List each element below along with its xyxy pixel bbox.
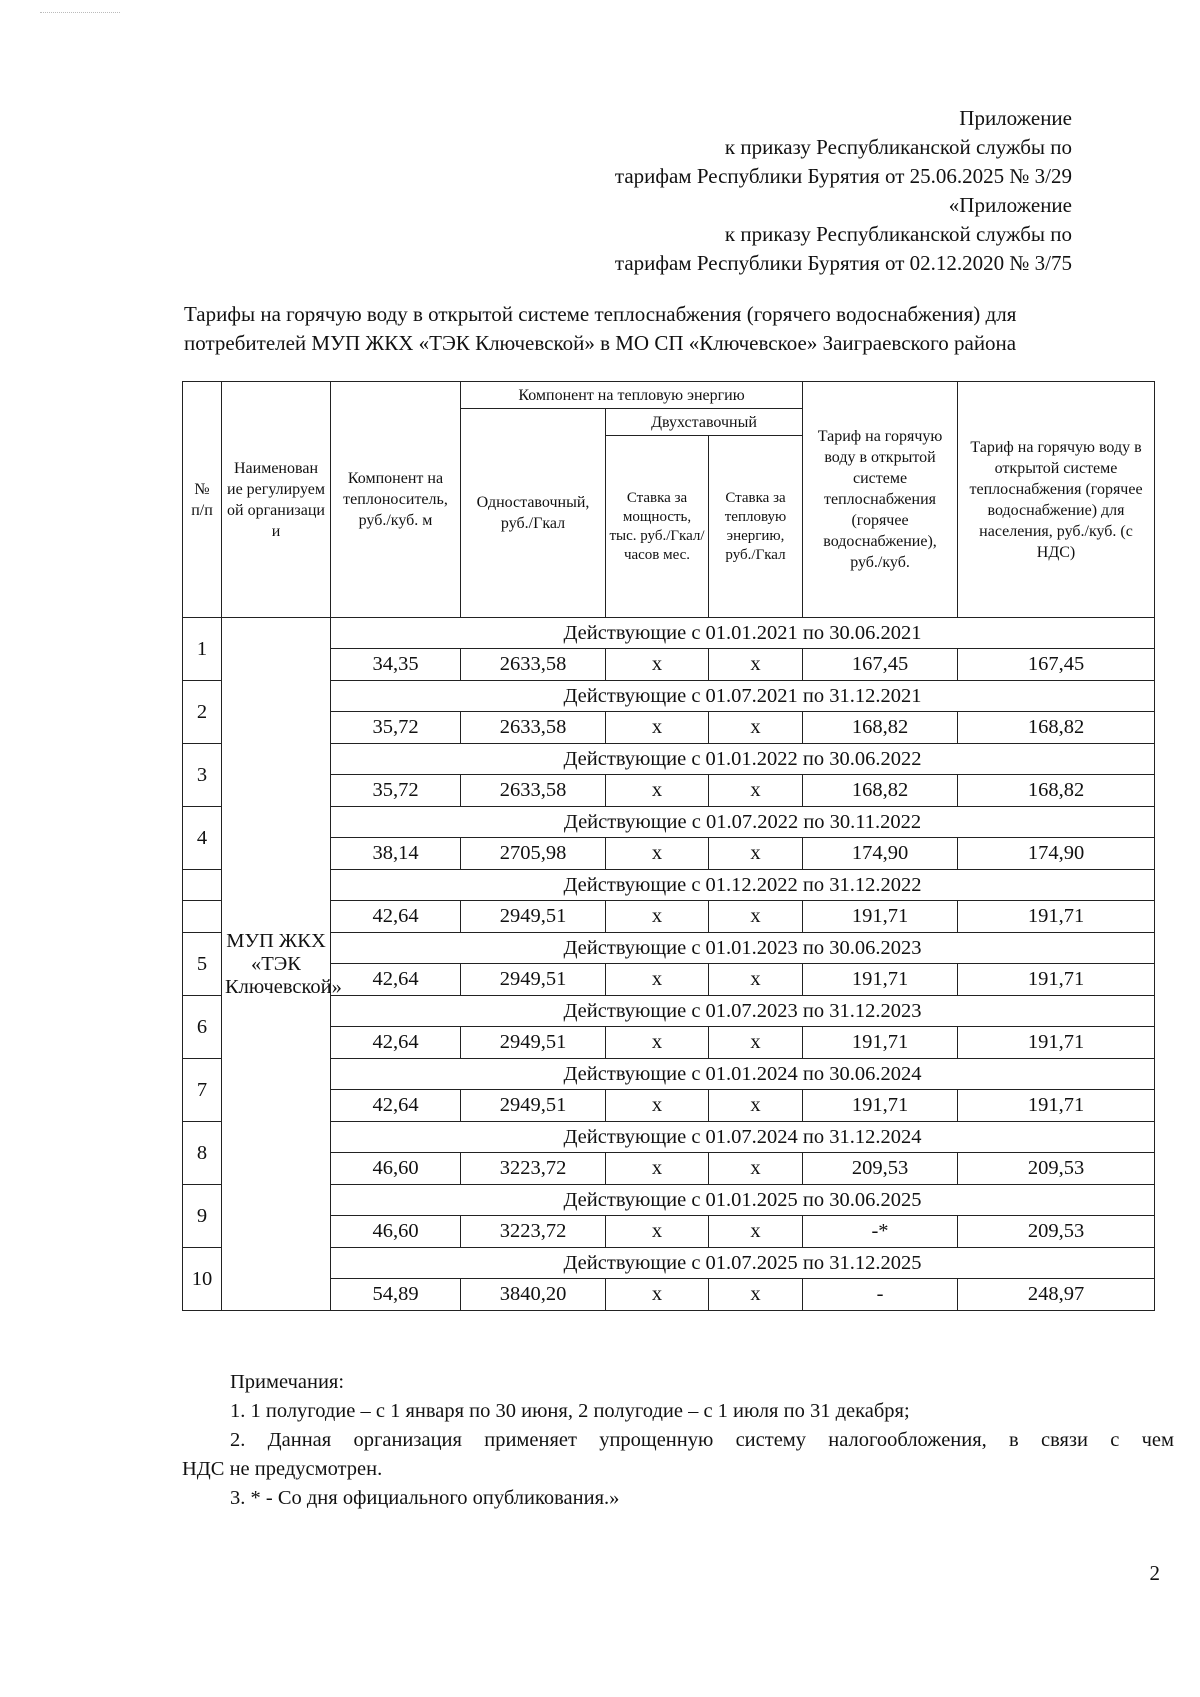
tariff-value: 191,71: [803, 964, 958, 996]
note-2: 2. Данная организация применяет упрощенную систему налогообложения, в связи с чем: [230, 1429, 1174, 1451]
capacity-value: х: [606, 964, 709, 996]
header-single-rate: Одноставочный, руб./Гкал: [461, 409, 606, 618]
carrier-value: 42,64: [331, 964, 461, 996]
carrier-value: 54,89: [331, 1279, 461, 1311]
period-label: Действующие с 01.01.2025 по 30.06.2025: [331, 1185, 1155, 1216]
tariff-value: 191,71: [803, 1027, 958, 1059]
energy-value: х: [709, 649, 803, 681]
tariff-value: 191,71: [803, 901, 958, 933]
single-rate-value: 2949,51: [461, 1090, 606, 1122]
header-energy-rate: Ставка за тепловую энергию, руб./Гкал: [709, 436, 803, 618]
note-2-continued: НДС не предусмотрен.: [182, 1458, 383, 1480]
row-number: 4: [183, 807, 222, 870]
energy-value: х: [709, 1216, 803, 1248]
period-label: Действующие с 01.01.2023 по 30.06.2023: [331, 933, 1155, 964]
row-number: 3: [183, 744, 222, 807]
tariff-population-value: 168,82: [958, 775, 1155, 807]
appendix-line: «Приложение: [948, 193, 1072, 217]
period-label: Действующие с 01.01.2022 по 30.06.2022: [331, 744, 1155, 775]
scan-artifact: [40, 12, 120, 19]
period-label: Действующие с 01.07.2022 по 30.11.2022: [331, 807, 1155, 838]
document-title: [184, 300, 1154, 358]
single-rate-value: 2633,58: [461, 712, 606, 744]
note-3: 3. * - Со дня официального опубликования.»: [230, 1487, 620, 1509]
single-rate-value: 2633,58: [461, 649, 606, 681]
tariff-population-value: 167,45: [958, 649, 1155, 681]
period-label: Действующие с 01.07.2024 по 31.12.2024: [331, 1122, 1155, 1153]
capacity-value: х: [606, 1216, 709, 1248]
single-rate-value: 2949,51: [461, 964, 606, 996]
notes-heading: Примечания:: [230, 1371, 345, 1393]
header-tariff-population: Тариф на горячую воду в открытой системе теплоснабжения (горячее водоснабжение) для населения, руб./куб. (с НДС): [958, 382, 1155, 618]
energy-value: х: [709, 964, 803, 996]
tariff-population-value: 174,90: [958, 838, 1155, 870]
row-number: 2: [183, 681, 222, 744]
header-organization: Наименован ие регулируем ой организаци и: [222, 382, 331, 618]
header-capacity-rate: Ставка за мощность, тыс. руб./Гкал/ часов мес.: [606, 436, 709, 618]
period-label: Действующие с 01.12.2022 по 31.12.2022: [331, 870, 1155, 901]
period-label: Действующие с 01.07.2021 по 31.12.2021: [331, 681, 1155, 712]
energy-value: х: [709, 1153, 803, 1185]
tariff-value: -*: [803, 1216, 958, 1248]
header-carrier-component: Компонент на теплоноситель, руб./куб. м: [331, 382, 461, 618]
header-num: № п/п: [183, 382, 222, 618]
carrier-value: 42,64: [331, 901, 461, 933]
appendix-line: к приказу Республиканской службы по: [724, 222, 1072, 246]
appendix-line: тарифам Республики Бурятия от 25.06.2025 № 3/29: [614, 164, 1072, 188]
energy-value: х: [709, 712, 803, 744]
single-rate-value: 3840,20: [461, 1279, 606, 1311]
tariff-value: 209,53: [803, 1153, 958, 1185]
appendix-header: [615, 104, 1072, 278]
single-rate-value: 2633,58: [461, 775, 606, 807]
header-heat-component: Компонент на тепловую энергию: [461, 382, 803, 409]
energy-value: х: [709, 775, 803, 807]
tariff-population-value: 209,53: [958, 1216, 1155, 1248]
single-rate-value: 2705,98: [461, 838, 606, 870]
carrier-value: 42,64: [331, 1027, 461, 1059]
tariff-population-value: 191,71: [958, 1090, 1155, 1122]
note-1: 1. 1 полугодие – с 1 января по 30 июня, 2 полугодие – с 1 июля по 31 декабря;: [230, 1400, 910, 1422]
carrier-value: 35,72: [331, 775, 461, 807]
period-label: Действующие с 01.01.2024 по 30.06.2024: [331, 1059, 1155, 1090]
row-number-blank: [183, 901, 222, 933]
title-line-2: потребителей МУП ЖКХ «ТЭК Ключевской» в МО СП «Ключевское» Заиграевского района: [184, 331, 1017, 355]
capacity-value: х: [606, 1027, 709, 1059]
notes-section: [182, 1368, 1174, 1513]
carrier-value: 46,60: [331, 1153, 461, 1185]
tariff-value: 167,45: [803, 649, 958, 681]
tariff-population-value: 209,53: [958, 1153, 1155, 1185]
tariff-population-value: 248,97: [958, 1279, 1155, 1311]
single-rate-value: 3223,72: [461, 1216, 606, 1248]
tariff-value: 168,82: [803, 712, 958, 744]
appendix-line: к приказу Республиканской службы по: [724, 135, 1072, 159]
capacity-value: х: [606, 775, 709, 807]
carrier-value: 34,35: [331, 649, 461, 681]
tariff-value: -: [803, 1279, 958, 1311]
capacity-value: х: [606, 649, 709, 681]
capacity-value: х: [606, 838, 709, 870]
row-number: 6: [183, 996, 222, 1059]
single-rate-value: 2949,51: [461, 1027, 606, 1059]
row-number: 10: [183, 1248, 222, 1311]
capacity-value: х: [606, 901, 709, 933]
organization-name: МУП ЖКХ «ТЭК Ключевской»: [222, 618, 331, 1311]
carrier-value: 42,64: [331, 1090, 461, 1122]
energy-value: х: [709, 838, 803, 870]
header-two-part: Двухставочный: [606, 409, 803, 436]
tariff-population-value: 191,71: [958, 964, 1155, 996]
tariff-population-value: 191,71: [958, 901, 1155, 933]
row-number: 8: [183, 1122, 222, 1185]
period-label: Действующие с 01.07.2023 по 31.12.2023: [331, 996, 1155, 1027]
row-number: 9: [183, 1185, 222, 1248]
carrier-value: 46,60: [331, 1216, 461, 1248]
carrier-value: 38,14: [331, 838, 461, 870]
tariffs-table: [182, 381, 1155, 1311]
row-number: 7: [183, 1059, 222, 1122]
energy-value: х: [709, 1027, 803, 1059]
energy-value: х: [709, 901, 803, 933]
appendix-line: Приложение: [959, 106, 1072, 130]
capacity-value: х: [606, 1279, 709, 1311]
energy-value: х: [709, 1279, 803, 1311]
capacity-value: х: [606, 1153, 709, 1185]
header-tariff: Тариф на горячую воду в открытой системе теплоснабжения (горячее водоснабжение), руб./куб.: [803, 382, 958, 618]
page-number: 2: [1149, 1561, 1160, 1585]
tariff-value: 174,90: [803, 838, 958, 870]
single-rate-value: 2949,51: [461, 901, 606, 933]
period-label: Действующие с 01.01.2021 по 30.06.2021: [331, 618, 1155, 649]
title-line-1: Тарифы на горячую воду в открытой системе теплоснабжения (горячего водоснабжения) для: [184, 302, 1017, 326]
tariff-population-value: 168,82: [958, 712, 1155, 744]
tariff-value: 191,71: [803, 1090, 958, 1122]
row-number: 1: [183, 618, 222, 681]
row-number: 5: [183, 933, 222, 996]
row-number: [183, 870, 222, 901]
capacity-value: х: [606, 712, 709, 744]
tariff-population-value: 191,71: [958, 1027, 1155, 1059]
period-label: Действующие с 01.07.2025 по 31.12.2025: [331, 1248, 1155, 1279]
capacity-value: х: [606, 1090, 709, 1122]
tariff-value: 168,82: [803, 775, 958, 807]
energy-value: х: [709, 1090, 803, 1122]
carrier-value: 35,72: [331, 712, 461, 744]
appendix-line: тарифам Республики Бурятия от 02.12.2020 № 3/75: [614, 251, 1072, 275]
single-rate-value: 3223,72: [461, 1153, 606, 1185]
